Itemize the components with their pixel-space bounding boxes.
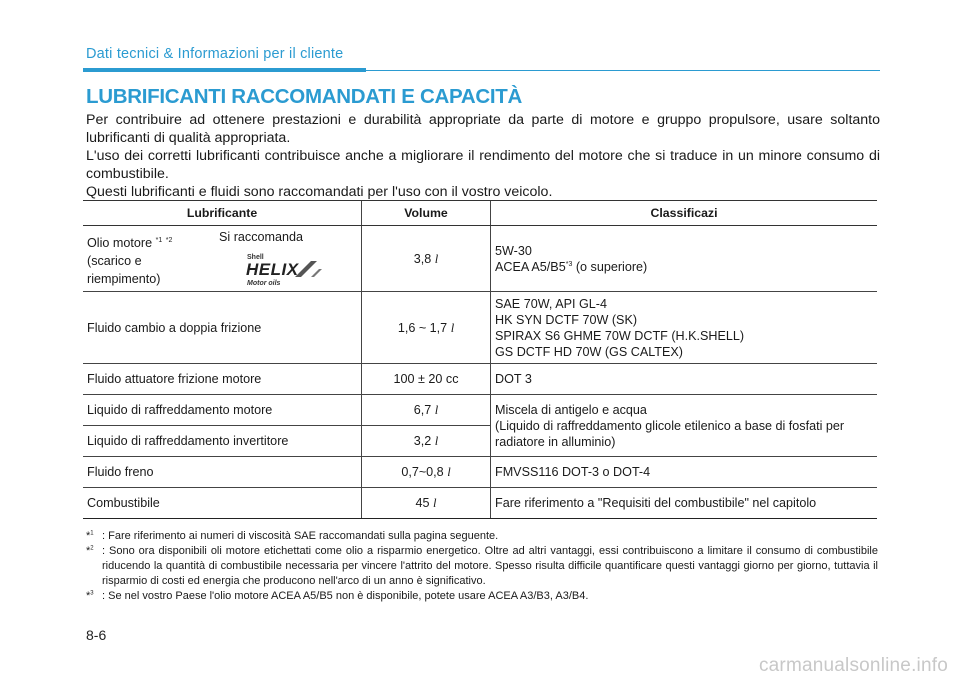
header-volume: Volume [362, 201, 491, 226]
coolant-inverter-volume: 3,2 l [362, 426, 491, 457]
section-title: LUBRIFICANTI RACCOMANDATI E CAPACITÀ [86, 85, 522, 108]
footnote-1: *$^1$ : Fare riferimento ai numeri di viscosità SAE raccomandati sulla pagina seguente. [86, 530, 499, 542]
dct-fluid-volume: 1,6 ~ 1,7 l [362, 292, 491, 364]
table-row-coolant-engine [83, 395, 877, 426]
intro-paragraph-3: Questi lubrificanti e fluidi sono raccomandati per l'uso con il vostro veicolo. [86, 184, 553, 200]
intro-text [86, 111, 880, 201]
engine-oil-label: Olio motore $^{*1}$ $^{*2}$ (scarico e riempimento) [87, 235, 173, 286]
table-row-fuel [83, 488, 877, 519]
header-classification: Classificazi [491, 201, 878, 226]
brake-fluid-volume: 0,7~0,8 l [362, 457, 491, 488]
table-header-row [83, 201, 877, 226]
chapter-title: Dati tecnici & Informazioni per il cliente [86, 46, 344, 62]
brake-fluid-classification: FMVSS116 DOT-3 o DOT-4 [491, 457, 878, 488]
page-number: 8-6 [86, 627, 107, 643]
clutch-actuator-volume: 100 ± 20 cc [362, 364, 491, 395]
coolant-classification: Miscela di antigelo e acqua (Liquido di raffreddamento glicole etilenico a base di fosfati per radiatore in alluminio) [491, 395, 878, 457]
watermark: carmanualsonline.info [758, 655, 948, 676]
logo-brand: Shell [247, 253, 264, 261]
footnote-3: *$^3$ : Se nel vostro Paese l'olio motore ACEA A5/B5 non è disponibile, potete usare ACEA A3/B3, A3/B4. [86, 590, 589, 602]
intro-paragraph-1: Per contribuire ad ottenere prestazioni e durabilità appropriate da parte di motore e gruppo propulsore, usare soltanto lubrificanti di qualità appropriata. [86, 112, 880, 146]
chapter-title-underline [83, 68, 366, 72]
header-lubricant: Lubrificante [83, 201, 362, 226]
shell-helix-logo [245, 251, 327, 289]
table-row-dct-fluid [83, 292, 877, 364]
lubricants-table [83, 200, 877, 519]
fuel-classification: Fare riferimento a "Requisiti del combustibile" nel capitolo [491, 488, 878, 519]
dct-fluid-classification: SAE 70W, API GL-4 HK SYN DCTF 70W (SK) SPIRAX S6 GHME 70W DCTF (H.K.SHELL) GS DCTF HD 70W (GS CALTEX) [491, 292, 878, 364]
header-rule [366, 70, 880, 71]
engine-oil-classification: 5W-30 ACEA A5/B5$^{*3}$ (o superiore) [491, 226, 878, 292]
coolant-engine-label: Liquido di raffreddamento motore [83, 395, 362, 426]
engine-oil-volume: 3,8 l [362, 226, 491, 292]
table-row-brake-fluid [83, 457, 877, 488]
dct-fluid-label: Fluido cambio a doppia frizione [83, 292, 362, 364]
coolant-inverter-label: Liquido di raffreddamento invertitore [83, 426, 362, 457]
table-row-engine-oil [83, 226, 877, 292]
fuel-volume: 45 l [362, 488, 491, 519]
intro-paragraph-2: L'uso dei corretti lubrificanti contribuisce anche a migliorare il rendimento del motore che si traduce in un minore consumo di combustibile. [86, 148, 880, 182]
brake-fluid-label: Fluido freno [83, 457, 362, 488]
fuel-label: Combustibile [83, 488, 362, 519]
engine-oil-label-cell [83, 226, 362, 292]
clutch-actuator-label: Fluido attuatore frizione motore [83, 364, 362, 395]
clutch-actuator-classification: DOT 3 [491, 364, 878, 395]
table-row-clutch-actuator [83, 364, 877, 395]
recommendation-text: Si raccomanda [219, 229, 303, 244]
footnotes [86, 529, 878, 604]
logo-name: HELIX [246, 259, 299, 279]
coolant-engine-volume: 6,7 l [362, 395, 491, 426]
footnote-2: *$^2$ : Sono ora disponibili oli motore etichettati come olio a risparmio energetico. Oltre ad altri vantaggi, essi contribuiscono a limitare il consumo di combustibile riducendo la quantità di combustibile necessaria per vincere l'attrito del motore. Spesso risulta difficile quantificare questi vantaggi giorno per giorno, tuttavia il risparmio di costi ed energia che producono nell'arco di un anno è significativo. [86, 545, 878, 587]
logo-subtitle: Motor oils [247, 279, 281, 287]
